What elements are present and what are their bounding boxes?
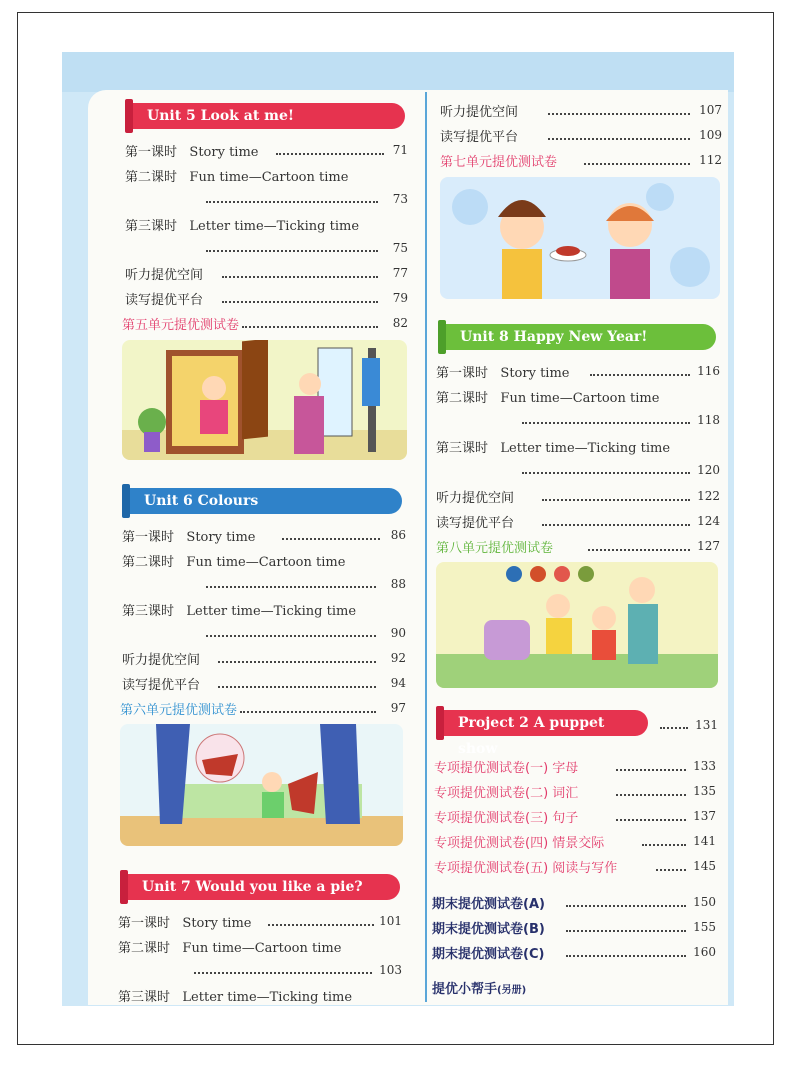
page-number: 135 bbox=[693, 784, 716, 798]
unit8-test[interactable]: 第八单元提优测试卷 bbox=[436, 541, 554, 556]
leader-dots bbox=[218, 661, 376, 663]
leader-dots bbox=[642, 844, 686, 846]
helper-link[interactable]: 提优小帮手(另册) bbox=[432, 982, 527, 997]
leader-dots bbox=[588, 549, 690, 551]
unit5-item-5[interactable]: 读写提优平台 bbox=[125, 293, 204, 308]
leader-dots bbox=[206, 201, 378, 203]
leader-dots bbox=[194, 972, 372, 974]
leader-dots bbox=[616, 769, 686, 771]
wardrobe-illustration bbox=[122, 340, 407, 460]
unit7-title: Unit 7 Would you like a pie? bbox=[142, 879, 363, 895]
page-number: 75 bbox=[392, 241, 408, 255]
leader-dots bbox=[660, 727, 688, 729]
page-number: 141 bbox=[693, 834, 716, 848]
leader-dots bbox=[548, 138, 690, 140]
unit6-header[interactable] bbox=[122, 488, 402, 514]
unit5-title: Unit 5 Look at me! bbox=[147, 108, 295, 124]
leader-dots bbox=[242, 326, 378, 328]
leader-dots bbox=[522, 472, 690, 474]
special-test-1[interactable]: 专项提优测试卷(一) 字母 bbox=[434, 761, 579, 776]
page-number: 127 bbox=[697, 539, 720, 553]
leader-dots bbox=[584, 163, 690, 165]
unit5-item-3[interactable]: 第三课时 Letter time—Ticking time bbox=[125, 219, 360, 234]
page-number: 101 bbox=[379, 914, 402, 928]
page-number: 97 bbox=[390, 701, 406, 715]
unit7-test[interactable]: 第七单元提优测试卷 bbox=[440, 155, 558, 170]
leader-dots bbox=[206, 635, 376, 637]
leader-dots bbox=[566, 930, 686, 932]
leader-dots bbox=[218, 686, 376, 688]
leader-dots bbox=[590, 374, 690, 376]
unit5-test[interactable]: 第五单元提优测试卷 bbox=[122, 318, 240, 333]
page-number: 77 bbox=[392, 266, 408, 280]
unit6-item-2[interactable]: 第二课时 Fun time—Cartoon time bbox=[122, 555, 346, 570]
unit6-test[interactable]: 第六单元提优测试卷 bbox=[120, 703, 238, 718]
page-number: 92 bbox=[390, 651, 406, 665]
leader-dots bbox=[542, 524, 690, 526]
page-number: 120 bbox=[697, 463, 720, 477]
page-number: 71 bbox=[392, 143, 408, 157]
special-test-5[interactable]: 专项提优测试卷(五) 阅读与写作 bbox=[434, 861, 618, 876]
unit8-header[interactable] bbox=[438, 324, 716, 350]
page-number: 124 bbox=[697, 514, 720, 528]
unit6-item-5[interactable]: 读写提优平台 bbox=[122, 678, 201, 693]
page-number: 88 bbox=[390, 577, 406, 591]
leader-dots bbox=[616, 819, 686, 821]
unit8-item-1[interactable]: 第一课时 Story time bbox=[436, 366, 570, 381]
project-title: Project 2 A puppet show bbox=[458, 715, 605, 757]
leader-dots bbox=[282, 538, 380, 540]
final-test-a[interactable]: 期末提优测试卷(A) bbox=[432, 897, 545, 912]
page-number: 131 bbox=[695, 718, 718, 732]
page-number: 122 bbox=[697, 489, 720, 503]
page-number: 79 bbox=[392, 291, 408, 305]
leader-dots bbox=[276, 153, 384, 155]
leader-dots bbox=[542, 499, 690, 501]
leader-dots bbox=[522, 422, 690, 424]
final-test-c[interactable]: 期末提优测试卷(C) bbox=[432, 947, 545, 962]
leader-dots bbox=[222, 276, 378, 278]
leader-dots bbox=[548, 113, 690, 115]
special-test-4[interactable]: 专项提优测试卷(四) 情景交际 bbox=[434, 836, 605, 851]
unit5-item-4[interactable]: 听力提优空间 bbox=[125, 268, 204, 283]
final-test-b[interactable]: 期末提优测试卷(B) bbox=[432, 922, 545, 937]
leader-dots bbox=[240, 711, 376, 713]
leader-dots bbox=[206, 250, 378, 252]
unit5-item-2[interactable]: 第二课时 Fun time—Cartoon time bbox=[125, 170, 349, 185]
leader-dots bbox=[206, 586, 376, 588]
page-number: 118 bbox=[697, 413, 720, 427]
page-number: 133 bbox=[693, 759, 716, 773]
unit7-header[interactable] bbox=[120, 874, 400, 900]
special-test-2[interactable]: 专项提优测试卷(二) 词汇 bbox=[434, 786, 579, 801]
unit7-item-3[interactable]: 第三课时 Letter time—Ticking time bbox=[118, 990, 353, 1005]
page-number: 103 bbox=[379, 963, 402, 977]
unit6-item-3[interactable]: 第三课时 Letter time—Ticking time bbox=[122, 604, 357, 619]
page-number: 150 bbox=[693, 895, 716, 909]
leader-dots bbox=[616, 794, 686, 796]
leader-dots bbox=[566, 905, 686, 907]
page-number: 112 bbox=[699, 153, 722, 167]
new-year-illustration bbox=[436, 562, 718, 688]
unit8-item-4[interactable]: 听力提优空间 bbox=[436, 491, 515, 506]
unit8-item-5[interactable]: 读写提优平台 bbox=[436, 516, 515, 531]
page-number: 109 bbox=[699, 128, 722, 142]
page-number: 116 bbox=[697, 364, 720, 378]
leader-dots bbox=[268, 924, 374, 926]
unit6-title: Unit 6 Colours bbox=[144, 493, 259, 509]
page-number: 160 bbox=[693, 945, 716, 959]
unit6-item-4[interactable]: 听力提优空间 bbox=[122, 653, 201, 668]
page-number: 107 bbox=[699, 103, 722, 117]
unit7-item-2[interactable]: 第二课时 Fun time—Cartoon time bbox=[118, 941, 342, 956]
unit7-item-5[interactable]: 读写提优平台 bbox=[440, 130, 519, 145]
page-number: 155 bbox=[693, 920, 716, 934]
page-number: 145 bbox=[693, 859, 716, 873]
page-number: 94 bbox=[390, 676, 406, 690]
unit7-item-4[interactable]: 听力提优空间 bbox=[440, 105, 519, 120]
unit5-item-1[interactable]: 第一课时 Story time bbox=[125, 145, 259, 160]
unit8-title: Unit 8 Happy New Year! bbox=[460, 329, 648, 345]
page-number: 73 bbox=[392, 192, 408, 206]
project-header[interactable] bbox=[436, 710, 648, 757]
unit5-header[interactable] bbox=[125, 103, 405, 129]
unit7-item-1[interactable]: 第一课时 Story time bbox=[118, 916, 252, 931]
unit8-item-3[interactable]: 第三课时 Letter time—Ticking time bbox=[436, 441, 671, 456]
unit6-item-1[interactable]: 第一课时 Story time bbox=[122, 530, 256, 545]
page-number: 90 bbox=[390, 626, 406, 640]
unit8-item-2[interactable]: 第二课时 Fun time—Cartoon time bbox=[436, 391, 660, 406]
page-number: 86 bbox=[390, 528, 406, 542]
column-divider bbox=[425, 92, 427, 1002]
stage-illustration bbox=[120, 724, 403, 846]
pie-illustration bbox=[440, 177, 720, 299]
leader-dots bbox=[566, 955, 686, 957]
leader-dots bbox=[656, 869, 686, 871]
page-number: 137 bbox=[693, 809, 716, 823]
special-test-3[interactable]: 专项提优测试卷(三) 句子 bbox=[434, 811, 579, 826]
page-number: 82 bbox=[392, 316, 408, 330]
leader-dots bbox=[222, 301, 378, 303]
